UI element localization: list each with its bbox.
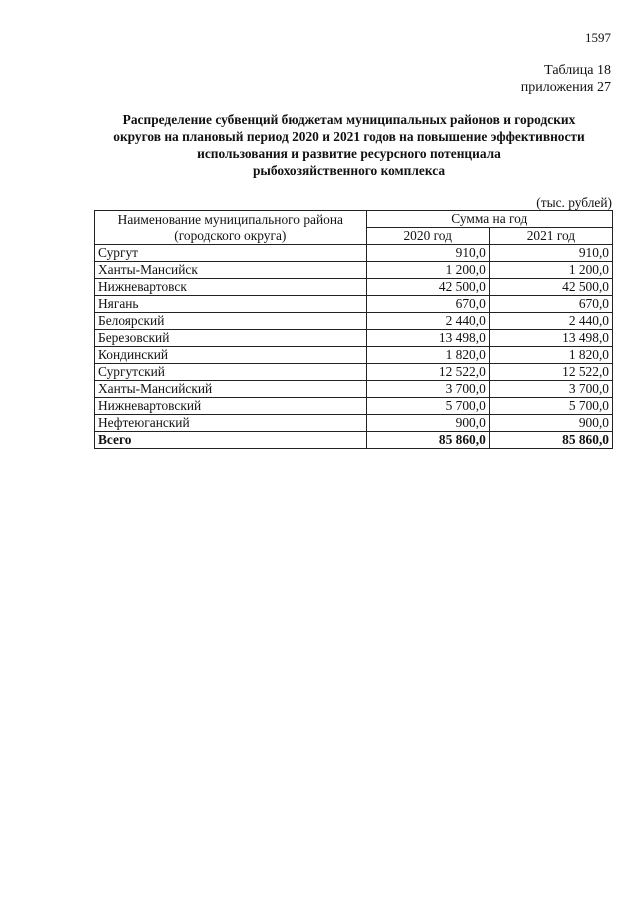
units-label: (тыс. рублей) — [536, 195, 612, 210]
row-2020: 3 700,0 — [366, 381, 489, 398]
row-2021: 1 200,0 — [489, 262, 612, 279]
header-year-2021: 2021 год — [489, 228, 612, 245]
table-row — [95, 398, 613, 415]
row-2020: 1 200,0 — [366, 262, 489, 279]
table-row — [95, 347, 613, 364]
row-2021: 3 700,0 — [489, 381, 612, 398]
row-2020: 900,0 — [366, 415, 489, 432]
row-2020: 670,0 — [366, 296, 489, 313]
table-ref-line1: Таблица 18 — [544, 63, 611, 78]
header-name-line2: (городского округа) — [174, 227, 287, 243]
title-line-4: рыбохозяйственного комплекса — [252, 163, 446, 178]
title-line-1: Распределение субвенций бюджетам муниципальных районов и городских — [122, 112, 576, 127]
table-row — [95, 381, 613, 398]
row-2021: 5 700,0 — [489, 398, 612, 415]
row-2020: 1 820,0 — [366, 347, 489, 364]
total-row — [95, 432, 613, 449]
row-2020: 42 500,0 — [366, 279, 489, 296]
row-name: Нягань — [95, 296, 367, 313]
row-name: Сургут — [95, 245, 367, 262]
table-row — [95, 279, 613, 296]
row-name: Кондинский — [95, 347, 367, 364]
table-row — [95, 313, 613, 330]
row-name: Ханты-Мансийск — [95, 262, 367, 279]
table-row — [95, 296, 613, 313]
page-number: 1597 — [585, 30, 611, 45]
header-name-line1: Наименование муниципального района — [117, 211, 343, 227]
table-row — [95, 415, 613, 432]
row-2021: 1 820,0 — [489, 347, 612, 364]
subvention-table — [94, 210, 613, 449]
row-2021: 910,0 — [489, 245, 612, 262]
total-name: Всего — [95, 432, 367, 449]
row-2021: 900,0 — [489, 415, 612, 432]
table-row — [95, 262, 613, 279]
row-2021: 42 500,0 — [489, 279, 612, 296]
row-2021: 13 498,0 — [489, 330, 612, 347]
row-name: Сургутский — [95, 364, 367, 381]
row-2021: 12 522,0 — [489, 364, 612, 381]
total-2020: 85 860,0 — [366, 432, 489, 449]
row-2020: 5 700,0 — [366, 398, 489, 415]
table-reference — [521, 62, 611, 96]
title-line-2: округов на плановый период 2020 и 2021 годов на повышение эффективности — [113, 129, 585, 144]
header-year-2020: 2020 год — [366, 228, 489, 245]
row-name: Нефтеюганский — [95, 415, 367, 432]
row-2020: 2 440,0 — [366, 313, 489, 330]
row-2021: 2 440,0 — [489, 313, 612, 330]
row-2020: 12 522,0 — [366, 364, 489, 381]
row-name: Белоярский — [95, 313, 367, 330]
table-row — [95, 330, 613, 347]
row-name: Нижневартовский — [95, 398, 367, 415]
header-name — [95, 211, 367, 245]
total-2021: 85 860,0 — [489, 432, 612, 449]
row-2020: 13 498,0 — [366, 330, 489, 347]
row-2021: 670,0 — [489, 296, 612, 313]
row-2020: 910,0 — [366, 245, 489, 262]
table-row — [95, 364, 613, 381]
title-line-3: использования и развитие ресурсного потенциала — [197, 146, 501, 161]
document-title — [84, 111, 614, 179]
table-ref-line2: приложения 27 — [520, 80, 611, 95]
row-name: Березовский — [95, 330, 367, 347]
table-row — [95, 245, 613, 262]
row-name: Нижневартовск — [95, 279, 367, 296]
header-sum: Сумма на год — [366, 211, 612, 228]
row-name: Ханты-Мансийский — [95, 381, 367, 398]
